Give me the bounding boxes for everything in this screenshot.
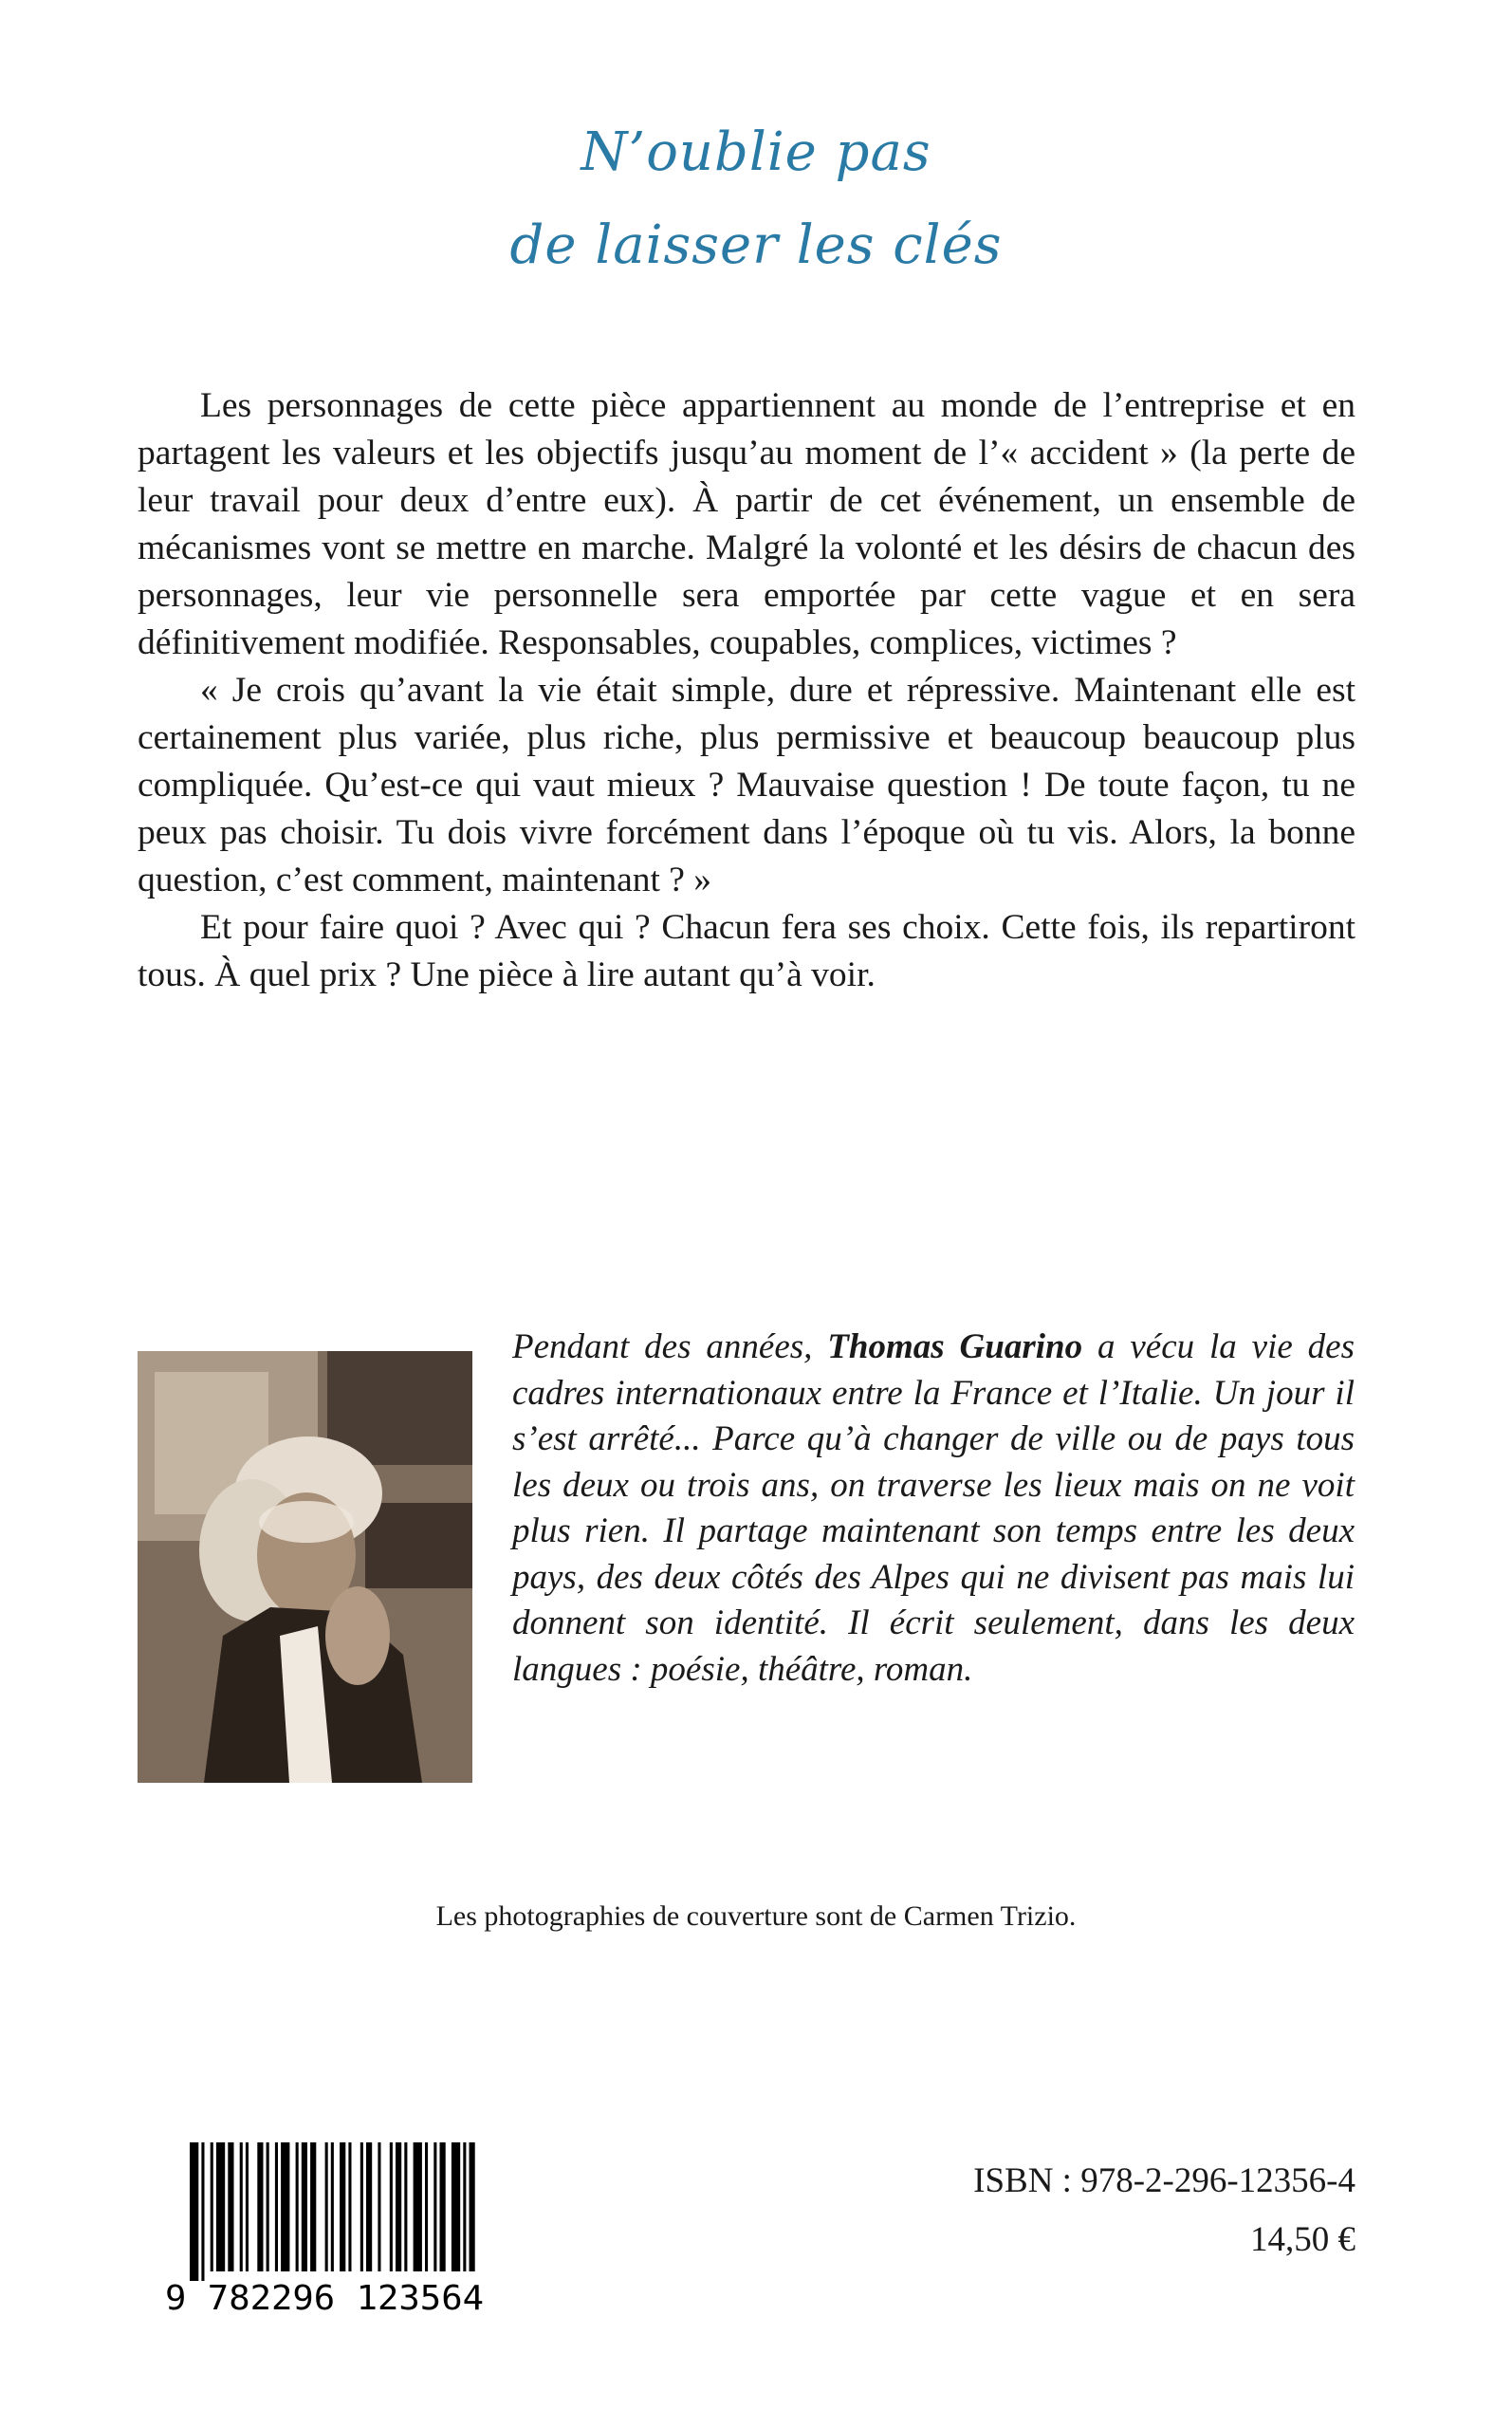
- barcode-bar: [240, 2142, 243, 2271]
- barcode-bar: [267, 2142, 269, 2271]
- title-line-2: de laisser les clés: [509, 214, 1003, 276]
- barcode-bar: [325, 2142, 328, 2271]
- barcode-bar: [216, 2142, 225, 2271]
- book-title: [0, 106, 1512, 292]
- barcode-bar: [246, 2142, 249, 2271]
- barcode-bar: [281, 2142, 289, 2271]
- barcode-bar: [360, 2142, 363, 2271]
- barcode-bar: [390, 2142, 393, 2271]
- barcode-bar: [228, 2142, 233, 2271]
- barcode-bars: [190, 2142, 475, 2281]
- author-bio: [512, 1325, 1355, 1693]
- photo-credit: Les photographies de couverture sont de Carmen Trizio.: [435, 1900, 1077, 1932]
- blurb-paragraph-2: « Je crois qu’avant la vie était simple, dure et répressive. Maintenant elle est certainement plus variée, plus riche, plus permissive et beaucoup beaucoup plus compliquée. Qu’est-ce qui vaut mieux ? Mauvaise question ! De toute façon, tu ne peux pas choisir. Tu dois vivre forcément dans l’époque où tu vis. Alors, la bonne question, c’est comment, maintenant ? »: [138, 671, 1355, 899]
- barcode-bar: [201, 2142, 204, 2281]
- barcode-bar: [275, 2142, 278, 2271]
- blurb-paragraph-3: Et pour faire quoi ? Avec qui ? Chacun fera ses choix. Cette fois, ils repartiront tous. À quel prix ? Une pièce à lire autant qu’à voir.: [138, 908, 1355, 994]
- barcode-bar: [296, 2142, 299, 2271]
- barcode-bar: [310, 2142, 316, 2271]
- price: 14,50 €: [1250, 2220, 1355, 2259]
- barcode-digits: 9 782296 123564: [165, 2279, 484, 2315]
- title-line-1: N’oublie pas: [581, 121, 931, 183]
- bio-intro: Pendant des années,: [512, 1327, 828, 1366]
- barcode-bar: [470, 2142, 475, 2271]
- barcode-bar: [348, 2142, 351, 2271]
- author-photo: [138, 1351, 472, 1783]
- back-cover-blurb: [138, 382, 1355, 999]
- barcode-bar: [404, 2142, 407, 2271]
- barcode-bar: [396, 2142, 401, 2271]
- barcode-bar: [414, 2142, 422, 2271]
- barcode-bar: [425, 2142, 428, 2271]
- barcode-bar: [366, 2142, 372, 2271]
- barcode-bar: [463, 2142, 466, 2271]
- barcode-bar: [433, 2142, 436, 2271]
- barcode: [161, 2142, 488, 2315]
- barcode-bar: [302, 2142, 307, 2271]
- barcode-bar: [378, 2142, 380, 2271]
- barcode-bar: [211, 2142, 213, 2271]
- bio-text: a vécu la vie des cadres internationaux entre la France et l’Italie. Un jour il s’est arrêté... Parce qu’à changer de ville ou de pays tous les deux ou trois ans, on traverse les lieux mais on ne voit plus rien. Il partage maintenant son temps entre les deux pays, des deux côtés des Alpes qui ne divisent pas mais lui donnent son identité. Il écrit seulement, dans les deux langues : poésie, théâtre, roman.: [512, 1327, 1355, 1689]
- barcode-bar: [331, 2142, 334, 2271]
- author-name: Thomas Guarino: [827, 1327, 1083, 1366]
- barcode-bar: [452, 2142, 460, 2271]
- barcode-bar: [257, 2142, 263, 2271]
- barcode-bar: [440, 2142, 446, 2271]
- blurb-paragraph-1: Les personnages de cette pièce appartiennent au monde de l’entreprise et en partagent les valeurs et les objectifs jusqu’au moment de l’« accident » (la perte de leur travail pour deux d’entre eux). À partir de cet événement, un ensemble de mécanismes vont se mettre en marche. Malgré la volonté et les désirs de chacun des personnages, leur vie personnelle sera emportée par cette vague et en sera définitivement modifiée. Responsables, coupables, complices, victimes ?: [138, 386, 1355, 662]
- barcode-bar: [340, 2142, 345, 2271]
- isbn-number: ISBN : 978-2-296-12356-4: [973, 2161, 1355, 2200]
- barcode-bar: [190, 2142, 198, 2281]
